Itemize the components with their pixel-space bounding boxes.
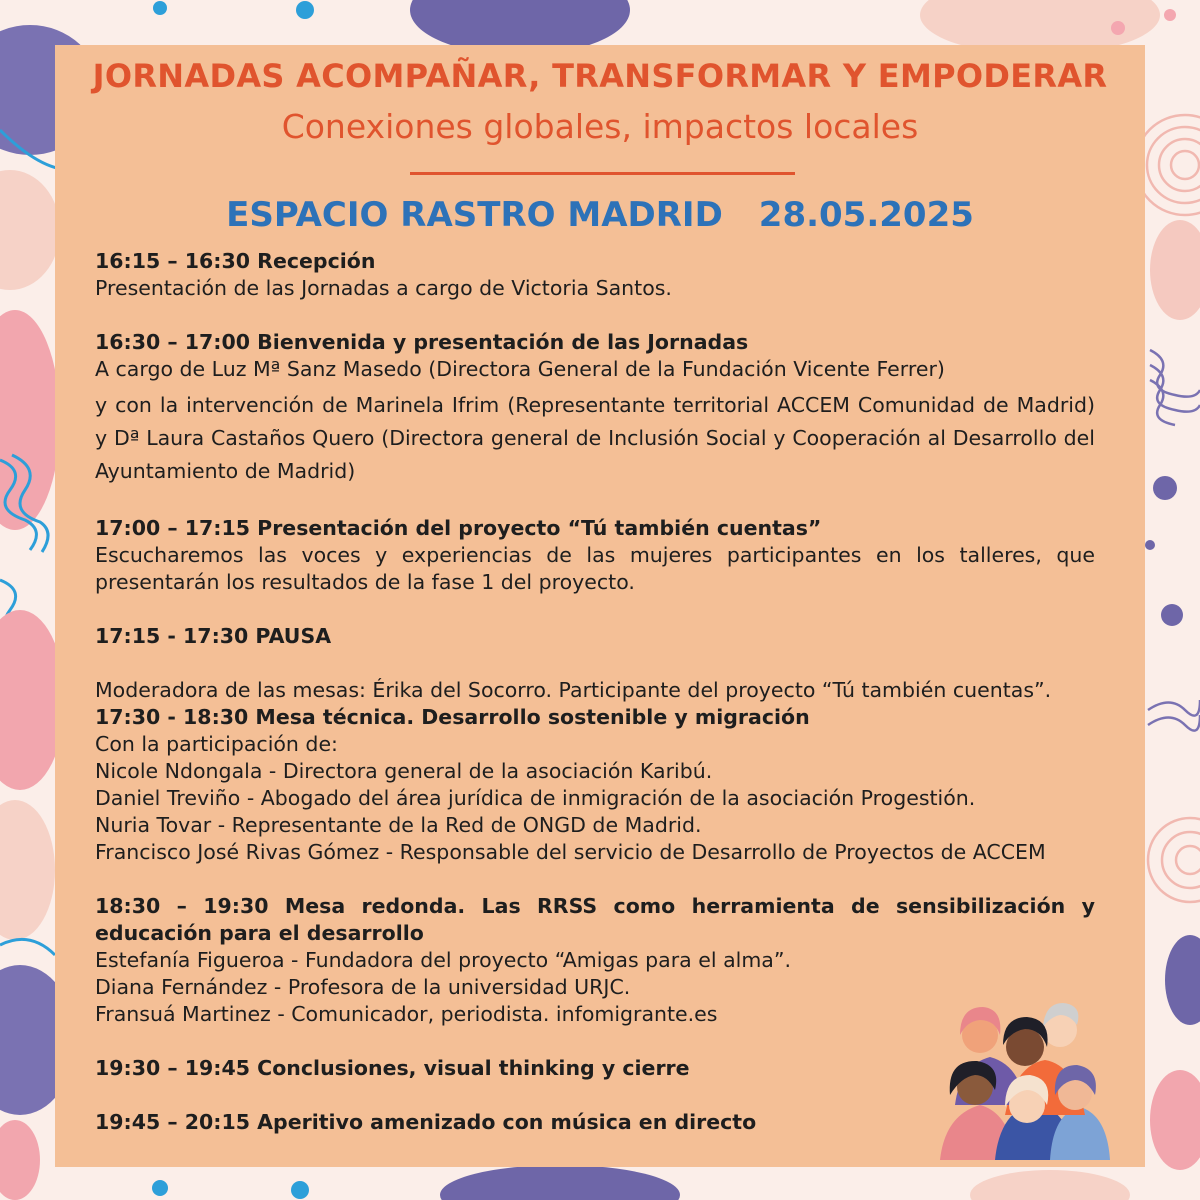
agenda-card: [55, 45, 1145, 1167]
section-text: Escucharemos las voces y experiencias de las mujeres participantes en los talleres, que presentarán los resultados de la fase 1 del proyecto.: [95, 543, 1095, 594]
venue-line: [55, 195, 1145, 235]
section-heading: 16:15 – 16:30 Recepción: [95, 249, 376, 273]
participant: Nuria Tovar - Representante de la Red de ONGD de Madrid.: [95, 813, 702, 837]
section-heading: 17:00 – 17:15 Presentación del proyecto “Tú también cuentas”: [95, 516, 822, 540]
venue-name: ESPACIO RASTRO MADRID: [226, 195, 723, 235]
section-text: y con la intervención de Marinela Ifrim (Representante territorial ACCEM Comunidad de Madrid) y Dª Laura Castaños Quero (Directora general de Inclusión Social y Cooperación al Desarrollo del Ayuntamiento de Madrid): [95, 393, 1095, 483]
participant: Estefanía Figueroa - Fundadora del proyecto “Amigas para el alma”.: [95, 948, 791, 972]
event-date: 28.05.2025: [758, 195, 974, 235]
moderator-text: Moderadora de las mesas: Érika del Socorro. Participante del proyecto “Tú también cuentas”.: [95, 678, 1052, 702]
event-subtitle: Conexiones globales, impactos locales: [281, 107, 919, 146]
section-heading: 19:30 – 19:45 Conclusiones, visual thinking y cierre: [95, 1056, 690, 1080]
section-heading: 18:30 – 19:30 Mesa redonda. Las RRSS como herramienta de sensibilización y educación para el desarrollo: [95, 894, 1095, 945]
section-heading: 17:30 - 18:30 Mesa técnica. Desarrollo sostenible y migración: [95, 705, 810, 729]
section-text: A cargo de Luz Mª Sanz Masedo (Directora General de la Fundación Vicente Ferrer): [95, 357, 945, 381]
participant: Diana Fernández - Profesora de la universidad URJC.: [95, 975, 631, 999]
section-text: Con la participación de:: [95, 732, 338, 756]
title-divider: [410, 172, 795, 175]
participant: Francisco José Rivas Gómez - Responsable del servicio de Desarrollo de Proyectos de ACCEM: [95, 840, 1046, 864]
group-of-women-illustration-icon: [935, 995, 1115, 1160]
section-heading: 16:30 – 17:00 Bienvenida y presentación de las Jornadas: [95, 330, 749, 354]
section-heading: 19:45 – 20:15 Aperitivo amenizado con música en directo: [95, 1110, 757, 1134]
section-text: Presentación de las Jornadas a cargo de Victoria Santos.: [95, 276, 672, 300]
participant: Fransuá Martinez - Comunicador, periodista. infomigrante.es: [95, 1002, 718, 1026]
participant: Nicole Ndongala - Directora general de la asociación Karibú.: [95, 759, 713, 783]
section-heading: 17:15 - 17:30 PAUSA: [95, 624, 332, 648]
participant: Daniel Treviño - Abogado del área jurídica de inmigración de la asociación Progestión.: [95, 786, 976, 810]
event-title: JORNADAS ACOMPAÑAR, TRANSFORMAR Y EMPODERAR: [92, 57, 1108, 95]
